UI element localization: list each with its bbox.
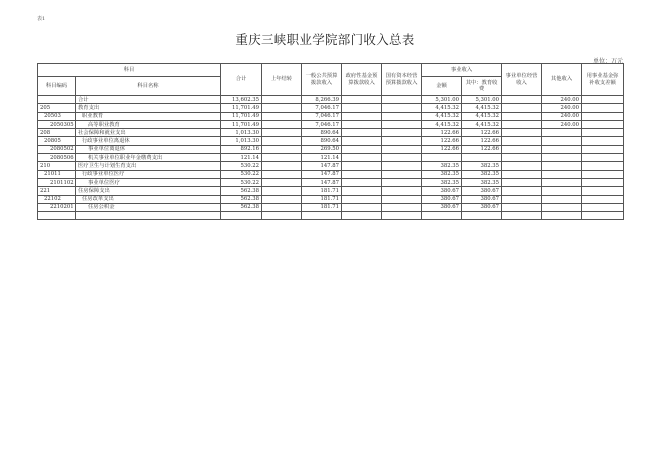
other-cell [542,178,582,186]
capital-cell [382,129,422,137]
subject-name-cell: 合计 [76,96,221,104]
edu-cell: 4,415.32 [462,112,502,120]
total-cell: 562.38 [221,195,262,203]
fund-cell [342,120,382,128]
subject-header: 科目 [38,64,221,77]
edu-cell [462,154,502,162]
capital-cell [382,145,422,153]
subject-code-cell: 21011 [38,170,76,178]
table-row [38,154,624,162]
subsidy-cell [582,137,624,145]
fund-cell [342,195,382,203]
amount-cell: 122.66 [422,137,462,145]
total-cell: 121.14 [221,154,262,162]
total-cell: 13,602.35 [221,96,262,104]
fund-cell [342,145,382,153]
general-cell: 7,046.17 [302,120,342,128]
edu-cell: 382.35 [462,178,502,186]
total-cell: 11,701.49 [221,104,262,112]
table-row [38,112,624,120]
general-cell: 269.50 [302,145,342,153]
other-cell [542,187,582,195]
amount-cell: 380.67 [422,195,462,203]
subject-name-cell: 行政事业单位医疗 [76,170,221,178]
subject-code-cell [38,96,76,104]
operating-cell [502,170,542,178]
subsidy-cell [582,203,624,211]
subject-name-cell: 事业单位医疗 [76,178,221,186]
general-cell: 147.87 [302,178,342,186]
prev-cell [262,137,302,145]
table-header [38,64,624,96]
prev-cell [262,154,302,162]
edu-cell: 380.67 [462,203,502,211]
income-table [37,63,624,220]
other-cell: 240.00 [542,112,582,120]
other-cell [542,129,582,137]
subject-code-cell: 22102 [38,195,76,203]
operating-cell [502,112,542,120]
general-cell: 7,046.17 [302,112,342,120]
prev-cell [262,112,302,120]
edu-cell: 122.66 [462,145,502,153]
amount-cell: 380.67 [422,203,462,211]
subject-name-cell: 住房公积金 [76,203,221,211]
subject-code-cell: 2101102 [38,178,76,186]
subsidy-cell [582,170,624,178]
table-row [38,187,624,195]
prev-cell [262,162,302,170]
total-cell: 11,701.49 [221,112,262,120]
operating-cell [502,104,542,112]
state-capital-header: 国有资本经营预算拨款收入 [382,64,422,96]
fund-cell [342,212,382,220]
subsidy-cell [582,195,624,203]
total-cell [221,212,262,220]
other-cell [542,170,582,178]
business-income-header: 事业收入 [422,64,502,77]
subject-code-cell: 221 [38,187,76,195]
other-cell [542,162,582,170]
fund-cell [342,162,382,170]
table-row [38,178,624,186]
other-cell: 240.00 [542,104,582,112]
other-cell [542,154,582,162]
other-cell [542,212,582,220]
general-cell: 121.14 [302,154,342,162]
fund-cell [342,154,382,162]
fund-cell [342,96,382,104]
subsidy-cell [582,96,624,104]
subject-name-cell [76,212,221,220]
amount-cell: 4,415.32 [422,120,462,128]
amount-cell [422,154,462,162]
edu-cell [462,212,502,220]
table-row [38,120,624,128]
edu-cell: 122.66 [462,137,502,145]
subject-name-cell: 高等职业教育 [76,120,221,128]
operating-cell [502,212,542,220]
general-cell: 181.71 [302,203,342,211]
total-cell: 1,013.30 [221,129,262,137]
prev-cell [262,178,302,186]
other-income-header: 其他收入 [542,64,582,96]
subject-name-cell: 机关事业单位职业年金缴费支出 [76,154,221,162]
subject-name-cell: 教育支出 [76,104,221,112]
other-cell [542,195,582,203]
prev-cell [262,129,302,137]
subject-name-cell: 住房保障支出 [76,187,221,195]
fund-cell [342,203,382,211]
prev-cell [262,212,302,220]
edu-fee-header: 其中：教育收费 [462,77,502,96]
amount-cell: 380.67 [422,187,462,195]
subject-name-cell: 职业教育 [76,112,221,120]
edu-cell: 380.67 [462,195,502,203]
subject-code-header: 科目编码 [38,77,76,96]
subject-name-cell: 医疗卫生与计划生育支出 [76,162,221,170]
fund-cell [342,104,382,112]
amount-cell: 382.35 [422,162,462,170]
prev-cell [262,96,302,104]
general-cell: 181.71 [302,195,342,203]
subject-name-cell: 行政事业单位离退休 [76,137,221,145]
general-budget-header: 一般公共预算拨款收入 [302,64,342,96]
subject-code-cell: 205 [38,104,76,112]
prev-cell [262,104,302,112]
operating-cell [502,145,542,153]
other-cell: 240.00 [542,120,582,128]
table-row [38,212,624,220]
subject-code-cell: 2210201 [38,203,76,211]
capital-cell [382,137,422,145]
capital-cell [382,154,422,162]
edu-cell: 4,415.32 [462,120,502,128]
amount-cell: 122.66 [422,129,462,137]
subsidy-cell [582,129,624,137]
operating-cell [502,162,542,170]
operating-cell [502,137,542,145]
edu-cell: 382.35 [462,162,502,170]
prev-cell [262,195,302,203]
amount-cell: 5,301.00 [422,96,462,104]
fund-cell [342,129,382,137]
amount-cell: 122.66 [422,145,462,153]
edu-cell: 5,301.00 [462,96,502,104]
subsidy-cell [582,178,624,186]
operating-cell [502,195,542,203]
subject-code-cell: 20503 [38,112,76,120]
operating-cell [502,120,542,128]
general-cell [302,212,342,220]
table-row [38,162,624,170]
prev-cell [262,203,302,211]
capital-cell [382,212,422,220]
operating-cell [502,96,542,104]
fund-cell [342,178,382,186]
general-cell: 890.64 [302,129,342,137]
amount-cell: 4,415.32 [422,112,462,120]
total-cell: 530.22 [221,170,262,178]
subsidy-cell [582,162,624,170]
subject-name-cell: 事业单位离退休 [76,145,221,153]
table-row [38,203,624,211]
subject-code-cell: 2080506 [38,154,76,162]
subject-code-cell: 2080502 [38,145,76,153]
page-title: 重庆三峡职业学院部门收入总表 [235,32,415,47]
capital-cell [382,203,422,211]
operating-cell [502,187,542,195]
gov-fund-header: 政府性基金预算拨款收入 [342,64,382,96]
edu-cell: 382.35 [462,170,502,178]
subsidy-cell [582,120,624,128]
other-cell [542,137,582,145]
capital-cell [382,170,422,178]
edu-cell: 380.67 [462,187,502,195]
subject-code-cell: 210 [38,162,76,170]
table-row [38,96,624,104]
subsidy-cell [582,112,624,120]
total-header: 合计 [221,64,262,96]
table-row [38,129,624,137]
total-cell: 1,013.30 [221,137,262,145]
general-cell: 147.87 [302,162,342,170]
table-row [38,145,624,153]
prev-cell [262,170,302,178]
fund-cell [342,137,382,145]
other-cell [542,203,582,211]
amount-cell: 382.35 [422,178,462,186]
table-row [38,137,624,145]
capital-cell [382,104,422,112]
subsidy-header: 用事业基金弥补收支差额 [582,64,624,96]
subsidy-cell [582,212,624,220]
capital-cell [382,96,422,104]
capital-cell [382,162,422,170]
operating-cell [502,203,542,211]
subsidy-cell [582,145,624,153]
subject-code-cell [38,212,76,220]
total-cell: 530.22 [221,178,262,186]
total-cell: 530.22 [221,162,262,170]
edu-cell: 4,415.32 [462,104,502,112]
subject-name-cell: 社会保障和就业支出 [76,129,221,137]
prev-cell [262,145,302,153]
operating-cell [502,129,542,137]
amount-cell: 4,415.32 [422,104,462,112]
general-cell: 890.64 [302,137,342,145]
general-cell: 181.71 [302,187,342,195]
subsidy-cell [582,187,624,195]
capital-cell [382,187,422,195]
operating-cell [502,154,542,162]
subsidy-cell [582,154,624,162]
unit-operating-header: 事业单位经营收入 [502,64,542,96]
capital-cell [382,120,422,128]
table-row [38,170,624,178]
edu-cell: 122.66 [462,129,502,137]
subject-code-cell: 20805 [38,137,76,145]
total-cell: 562.38 [221,203,262,211]
capital-cell [382,178,422,186]
table-body [38,96,624,220]
capital-cell [382,195,422,203]
amount-cell [422,212,462,220]
amount-header: 金额 [422,77,462,96]
other-cell: 240.00 [542,96,582,104]
operating-cell [502,178,542,186]
subject-code-cell: 2050305 [38,120,76,128]
subsidy-cell [582,104,624,112]
total-cell: 892.16 [221,145,262,153]
prev-cell [262,120,302,128]
total-cell: 562.38 [221,187,262,195]
general-cell: 147.87 [302,170,342,178]
unit-label: 单位：万元 [592,58,623,65]
table-row [38,195,624,203]
general-cell: 7,046.17 [302,104,342,112]
prev-cell [262,187,302,195]
general-cell: 8,266.39 [302,96,342,104]
total-cell: 11,701.49 [221,120,262,128]
fund-cell [342,170,382,178]
other-cell [542,145,582,153]
amount-cell: 382.35 [422,170,462,178]
fund-cell [342,187,382,195]
prev-balance-header: 上年结转 [262,64,302,96]
table-row [38,104,624,112]
subject-code-cell: 208 [38,129,76,137]
capital-cell [382,112,422,120]
subject-name-header: 科目名称 [76,77,221,96]
fund-cell [342,112,382,120]
subject-name-cell: 住房改革支出 [76,195,221,203]
table-number-label: 表1 [37,16,46,22]
